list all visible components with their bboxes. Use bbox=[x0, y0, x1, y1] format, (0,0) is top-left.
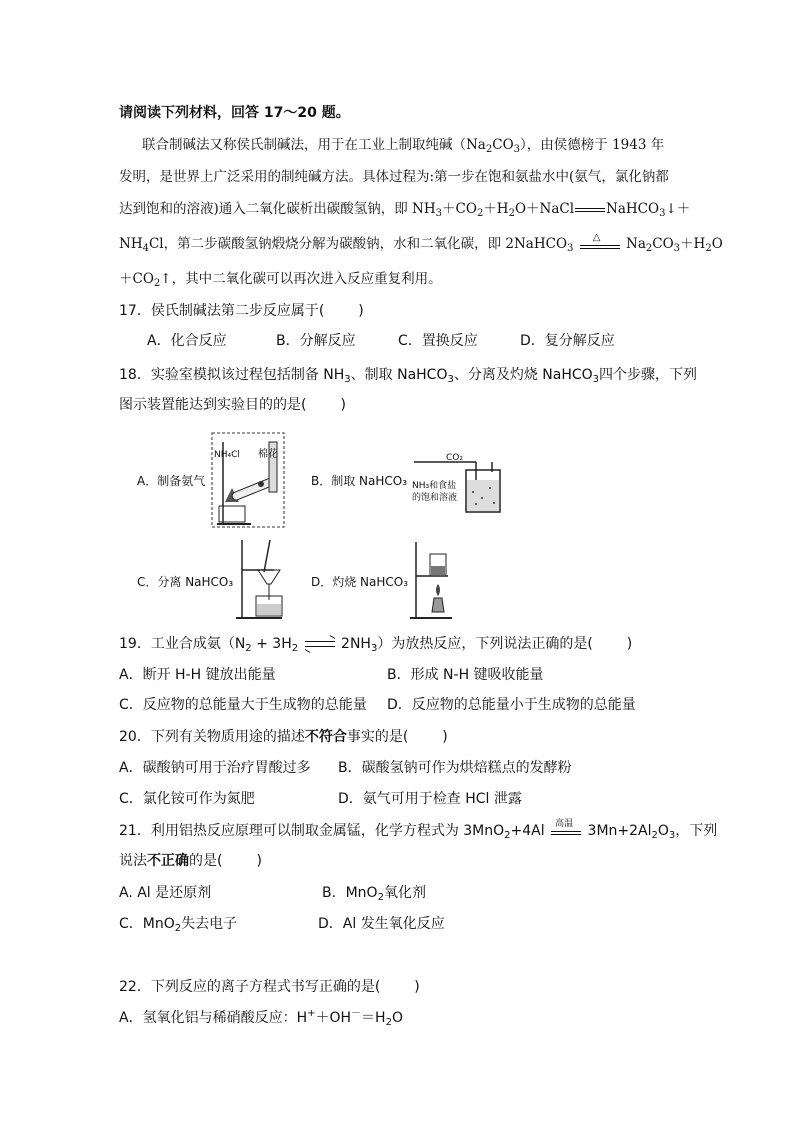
fig-a-label-nh4cl: NH₄Cl bbox=[214, 450, 240, 460]
q21-option-a[interactable]: A. Al 是还原剂 bbox=[119, 885, 212, 901]
q18-stem-line-1: 18．实验室模拟该过程包括制备 $NH_3$、制取 NaHCO$_3$、分离及灼烧 NaHCO$_3$四个步骤，下列 bbox=[119, 367, 698, 385]
material-line-2: 发明，是世界上广泛采用的制纯碱方法。具体过程为:第一步在饱和氨盐水中(氨气，氯化钠都 bbox=[119, 169, 669, 185]
heat-equals-sign: △ bbox=[578, 237, 622, 253]
q21-option-c[interactable]: C．MnO$_2$失去电子 bbox=[119, 916, 238, 934]
fig-b-label-co2: CO₂ bbox=[446, 453, 463, 463]
q21-option-d[interactable]: D．Al 发生氧化反应 bbox=[318, 916, 445, 932]
q19-option-b[interactable]: B．形成 N-H 键吸收能量 bbox=[387, 667, 544, 683]
q20-stem: 20．下列有关物质用途的描述不符合事实的是( ) bbox=[119, 729, 448, 745]
q19-stem: 19．工业合成氨（$N_2 + 3H_2$ $2NH_3$）为放热反应，下列说法正确的是( ) bbox=[119, 636, 633, 654]
apparatus-d-figure bbox=[408, 540, 456, 622]
q18-option-d[interactable]: D．灼烧 NaHCO₃ bbox=[311, 575, 409, 589]
q17-option-d[interactable]: D．复分解反应 bbox=[520, 333, 615, 349]
material-line-1: 联合制碱法又称侯氏制碱法，用于在工业上制取纯碱$(Na_2CO_3)$，由侯德榜于 1943 年 bbox=[142, 137, 665, 155]
q19-option-a[interactable]: A．断开 H-H 键放出能量 bbox=[119, 667, 276, 683]
q17-option-c[interactable]: C．置换反应 bbox=[398, 333, 478, 349]
q20-option-d[interactable]: D．氨气可用于检查 HCl 泄露 bbox=[338, 791, 522, 807]
q21-stem-line-2: 说法不正确的是( ) bbox=[119, 853, 262, 869]
fig-b-label-solution-2: 的饱和溶液 bbox=[412, 493, 458, 503]
q18-option-b[interactable]: B．制取 NaHCO₃ bbox=[311, 474, 408, 488]
material-line-5: $+CO_2↑$，其中二氧化碳可以再次进入反应重复利用。 bbox=[119, 271, 442, 289]
q20-option-c[interactable]: C．氯化铵可作为氮肥 bbox=[119, 791, 255, 807]
q21-option-b[interactable]: B．MnO$_2$氧化剂 bbox=[322, 885, 426, 903]
q17-stem: 17．侯氏制碱法第二步反应属于( ) bbox=[119, 303, 364, 319]
apparatus-c-figure bbox=[234, 538, 290, 622]
q21-stem-line-1: 21．利用铝热反应原理可以制取金属锰，化学方程式为 3MnO$_2$+4Al 高温 $3Mn+2Al_2O_3$，下列 bbox=[119, 819, 718, 841]
equals-sign bbox=[575, 208, 605, 212]
intro-heading: 请阅读下列材料，回答 17～20 题。 bbox=[119, 105, 350, 121]
q20-option-a[interactable]: A．碳酸钠可用于治疗胃酸过多 bbox=[119, 760, 311, 776]
high-temp-equals-sign: 高温 bbox=[549, 823, 583, 839]
q18-option-c[interactable]: C．分离 NaHCO₃ bbox=[137, 575, 234, 589]
material-line-4: $NH_4Cl$，第二步碳酸氢钠煅烧分解为碳酸钠，水和二氧化碳，即 2NaHCO$_3$ △ $Na_2CO_3+H_2O$ bbox=[119, 231, 723, 254]
q20-option-b[interactable]: B．碳酸氢钠可作为烘焙糕点的发酵粉 bbox=[338, 760, 572, 776]
q17-option-b[interactable]: B．分解反应 bbox=[276, 333, 356, 349]
material-line-3: 达到饱和的溶液)通入二氧化碳析出碳酸氢钠，即 $NH_3+CO_2+H_2O+NaCl$ NaHCO$_3$↓＋ bbox=[119, 201, 691, 219]
q22-option-a[interactable]: A．氢氧化铝与稀硝酸反应：$H^++OH^-=H_2O$ bbox=[119, 1008, 403, 1028]
fig-a-label-cotton: 棉花 bbox=[258, 449, 278, 460]
q17-option-a[interactable]: A．化合反应 bbox=[147, 333, 227, 349]
q22-stem: 22．下列反应的离子方程式书写正确的是( ) bbox=[119, 979, 420, 995]
q19-option-c[interactable]: C．反应物的总能量大于生成物的总能量 bbox=[119, 697, 367, 713]
q18-option-a[interactable]: A．制备氨气 bbox=[137, 474, 206, 488]
reversible-arrow bbox=[303, 638, 337, 650]
q19-option-d[interactable]: D．反应物的总能量小于生成物的总能量 bbox=[387, 697, 636, 713]
q18-stem-line-2: 图示装置能达到实验目的的是( ) bbox=[119, 397, 346, 413]
fig-b-label-solution-1: NH₃和食盐 bbox=[412, 481, 457, 491]
